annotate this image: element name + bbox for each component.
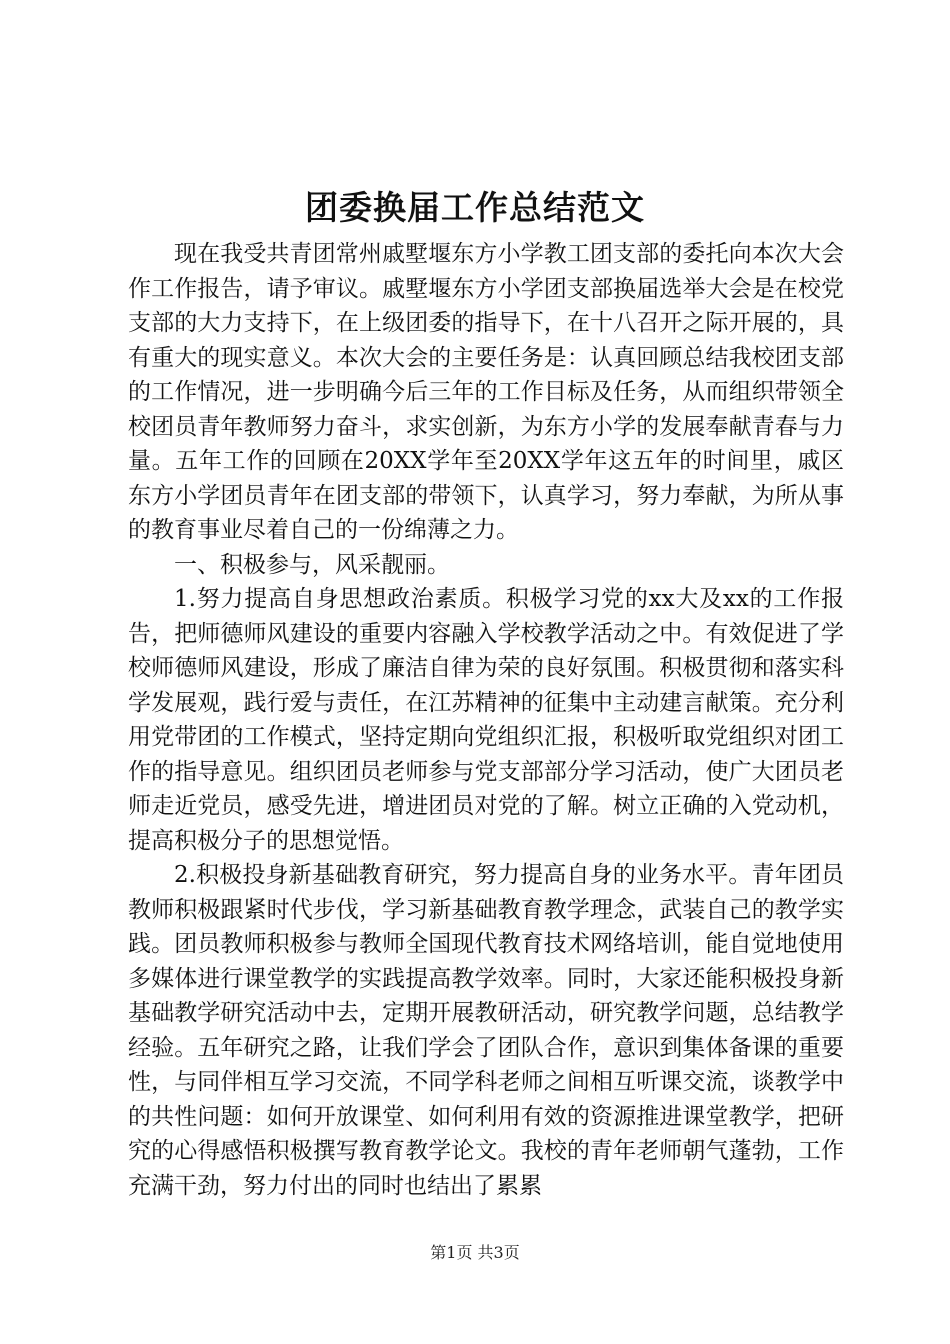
- section-heading: 一、积极参与，风采靓丽。: [174, 551, 450, 578]
- section-item-2-paragraph: 2.积极投身新基础教育研究，努力提高自身的业务水平。青年团员教师积极跟紧时代步伐，学习新基础教育教学理念，武装自己的教学实践。团员教师积极参与教师全国现代教育技术网络培训，能自觉地使用多媒体进行课堂教学的实践提高教学效率。同时，大家还能积极投身新基础教学研究活动中去，定期开展教研活动，研究教学问题，总结教学经验。五年研究之路，让我们学会了团队合作，意识到集体备课的重要性，与同伴相互学习交流，不同学科老师之间相互听课交流，谈教学中的共性问题：如何开放课堂、如何利用有效的资源推进课堂教学，把研究的心得感悟积极撰写教育教学论文。我校的青年老师朝气蓬勃，工作充满干劲，努力付出的同时也结出了累累: [128, 862, 844, 1199]
- page-footer: 第1页 共3页: [430, 1243, 520, 1262]
- document-body: [128, 237, 844, 1203]
- document-title: 团委换届工作总结范文: [305, 188, 645, 227]
- section-item-1-paragraph: 1.努力提高自身思想政治素质。积极学习党的xx大及xx的工作报告，把师德师风建设的重要内容融入学校教学活动之中。有效促进了学校师德师风建设，形成了廉洁自律为荣的良好氛围。积极贯彻和落实科学发展观，践行爱与责任，在江苏精神的征集中主动建言献策。充分利用党带团的工作模式，坚持定期向党组织汇报，积极听取党组织对团工作的指导意见。组织团员老师参与党支部部分学习活动，使广大团员老师走近党员，感受先进，增进团员对党的了解。树立正确的入党动机，提高积极分子的思想觉悟。: [128, 586, 844, 854]
- intro-paragraph: 现在我受共青团常州戚墅堰东方小学教工团支部的委托向本次大会作工作报告，请予审议。戚墅堰东方小学团支部换届选举大会是在校党支部的大力支持下，在上级团委的指导下，在十八召开之际开展的，具有重大的现实意义。本次大会的主要任务是：认真回顾总结我校团支部的工作情况，进一步明确今后三年的工作目标及任务，从而组织带领全校团员青年教师努力奋斗，求实创新，为东方小学的发展奉献青春与力量。五年工作的回顾在20XX学年至20XX学年这五年的时间里，戚区东方小学团员青年在团支部的带领下，认真学习，努力奉献，为所从事的教育事业尽着自己的一份绵薄之力。: [128, 241, 844, 543]
